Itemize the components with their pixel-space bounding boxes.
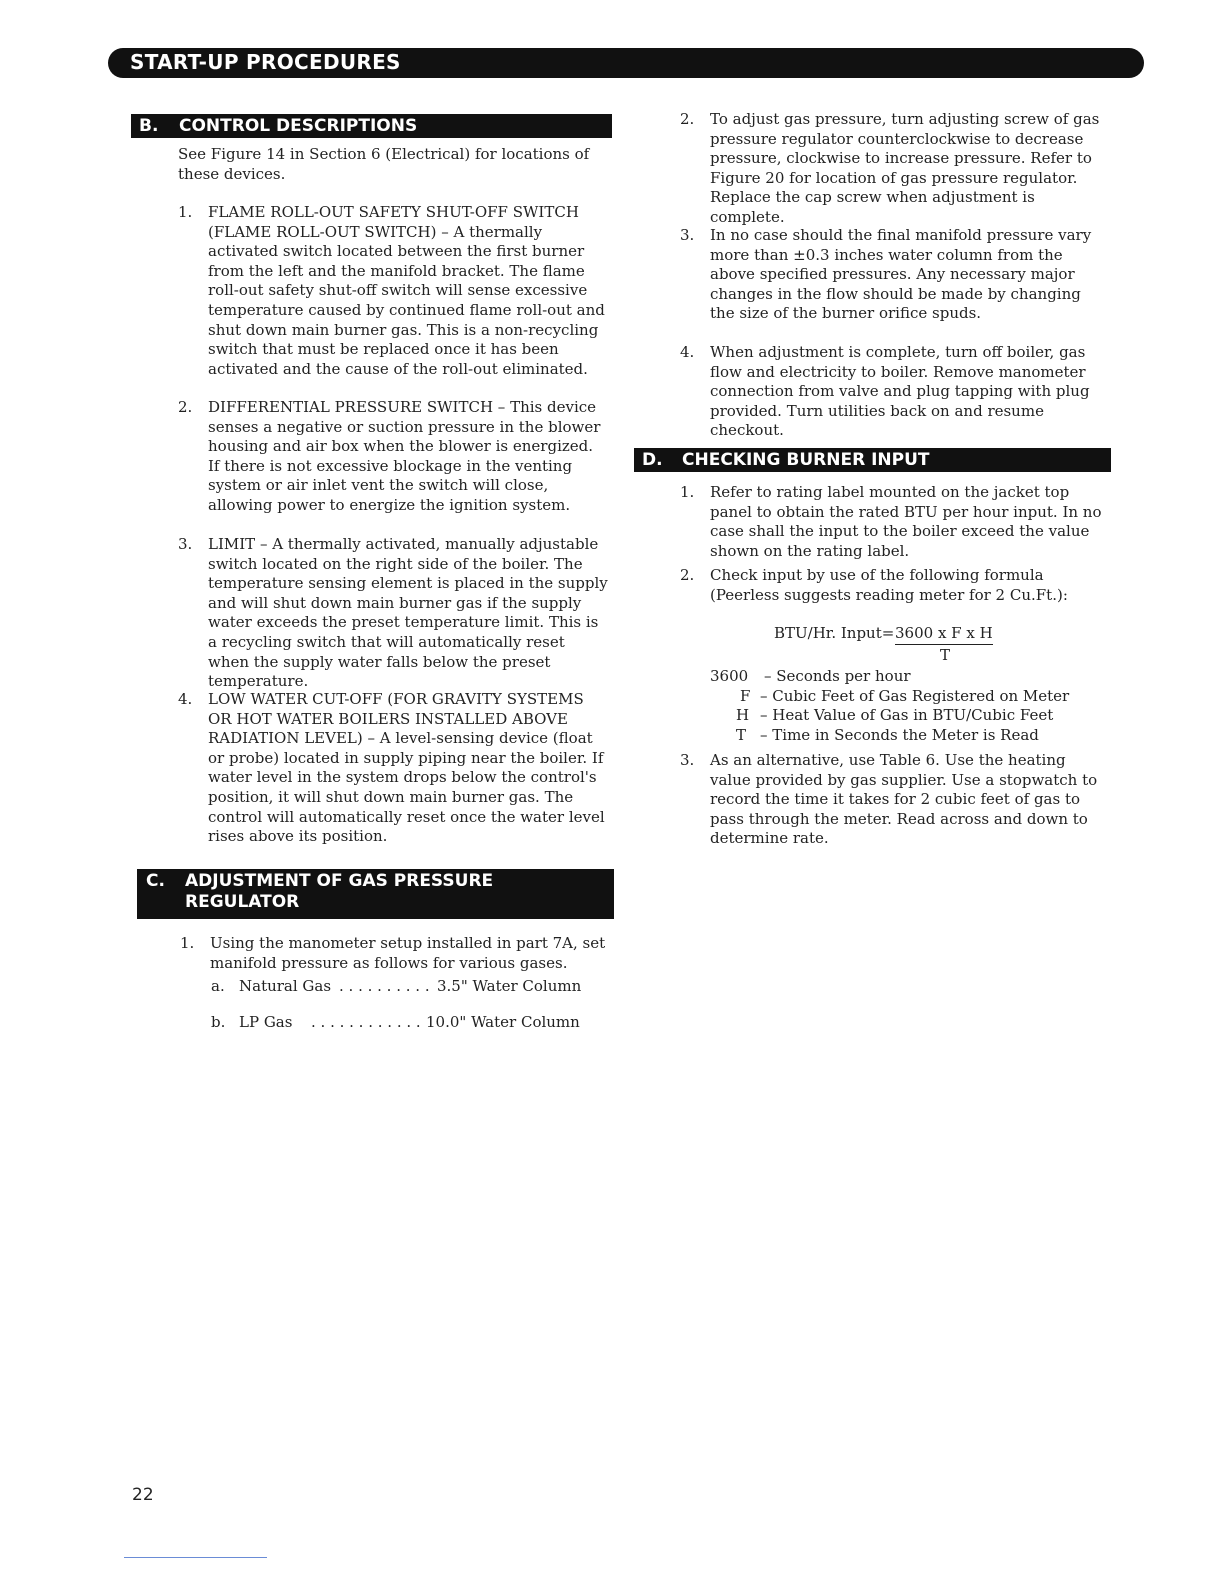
- item-number: 2.: [178, 398, 193, 416]
- footer-rule: [124, 1557, 267, 1558]
- item-number: 1.: [178, 203, 193, 221]
- gas-label: b.: [211, 1013, 226, 1031]
- section-d-title: CHECKING BURNER INPUT: [682, 450, 930, 470]
- item-text: Using the manometer setup installed in part 7A, set manifold pressure as follows for various gases.: [210, 934, 606, 972]
- section-d-letter: D.: [642, 450, 663, 470]
- section-c-title-line2: REGULATOR: [185, 892, 300, 912]
- section-c-letter: C.: [146, 871, 165, 891]
- banner-title: START-UP PROCEDURES: [130, 50, 401, 74]
- item-text: LOW WATER CUT-OFF (FOR GRAVITY SYSTEMS OR HOT WATER BOILERS INSTALLED ABOVE RADIATION LEVEL) – A level-sensing device (float or probe) located in supply piping near the boiler. If water level in the system drops below the control's position, it will shut down main burner gas. The control will automatically reset once the water level rises above its position.: [208, 690, 605, 846]
- page-number: 22: [132, 1485, 154, 1505]
- legend-description: – Seconds per hour: [764, 667, 911, 685]
- item-text: Check input by use of the following formula (Peerless suggests reading meter for 2 Cu.Ft.):: [710, 566, 1068, 604]
- item-number: 4.: [178, 690, 193, 708]
- item-number: 3.: [680, 751, 695, 769]
- gas-dots: . . . . . . . . . . . .: [311, 1013, 421, 1031]
- legend-symbol: H: [736, 706, 750, 724]
- item-text: DIFFERENTIAL PRESSURE SWITCH – This device senses a negative or suction pressure in the blower housing and air box when the blower is energized. If there is not excessive blockage in the venting system or air inlet vent the switch will close, allowing power to energize the ignition system.: [208, 398, 601, 514]
- section-b-header: [131, 114, 612, 138]
- item-text: FLAME ROLL-OUT SAFETY SHUT-OFF SWITCH (FLAME ROLL-OUT SWITCH) – A thermally activated switch located between the first burner from the left and the manifold bracket. The flame roll-out safety shut-off switch will sense excessive temperature caused by continued flame roll-out and shut down main burner gas. This is a non-recycling switch that must be replaced once it has been activated and the cause of the roll-out eliminated.: [208, 203, 605, 378]
- section-b-intro: [178, 145, 608, 184]
- section-c-header: [137, 869, 614, 919]
- legend-description: – Time in Seconds the Meter is Read: [760, 726, 1039, 744]
- page-banner: [108, 48, 1144, 78]
- legend-description: – Cubic Feet of Gas Registered on Meter: [760, 687, 1070, 705]
- formula-denominator: T: [940, 646, 951, 664]
- item-text: Refer to rating label mounted on the jacket top panel to obtain the rated BTU per hour input. In no case shall the input to the boiler exceed the value shown on the rating label.: [710, 483, 1102, 560]
- item-number: 3.: [680, 226, 695, 244]
- formula-numerator: 3600 x F x H: [895, 624, 993, 645]
- item-text: LIMIT – A thermally activated, manually adjustable switch located on the right side of the boiler. The temperature sensing element is placed in the supply and will shut down main burner gas if the supply water exceeds the preset temperature limit. This is a recycling switch that will automatically reset when the supply water falls below the preset temperature.: [208, 535, 608, 691]
- item-number: 2.: [680, 110, 695, 128]
- legend-symbol: 3600: [710, 667, 749, 685]
- item-number: 4.: [680, 343, 695, 361]
- legend-symbol: F: [740, 687, 751, 705]
- gas-value: 3.5" Water Column: [437, 977, 582, 995]
- item-number: 1.: [680, 483, 695, 501]
- section-d-header: [634, 448, 1111, 472]
- section-b-title: CONTROL DESCRIPTIONS: [179, 116, 418, 136]
- gas-label: a.: [211, 977, 225, 995]
- gas-dots: . . . . . . . . . .: [339, 977, 430, 995]
- section-b-intro-text: See Figure 14 in Section 6 (Electrical) for locations of these devices.: [178, 145, 590, 183]
- formula-lhs: BTU/Hr. Input=: [774, 624, 895, 642]
- item-number: 3.: [178, 535, 193, 553]
- btu-formula: [774, 624, 1074, 664]
- item-text: As an alternative, use Table 6. Use the heating value provided by gas supplier. Use a stopwatch to record the time it takes for 2 cubic feet of gas to pass through the meter. Read across and down to determine rate.: [710, 751, 1098, 848]
- legend-description: – Heat Value of Gas in BTU/Cubic Feet: [760, 706, 1054, 724]
- section-b-letter: B.: [139, 116, 159, 136]
- gas-name: LP Gas: [239, 1013, 293, 1031]
- item-text: To adjust gas pressure, turn adjusting screw of gas pressure regulator counterclockwise to decrease pressure, clockwise to increase pressure. Refer to Figure 20 for location of gas pressure regulator. Replace the cap screw when adjustment is complete.: [710, 110, 1100, 226]
- item-number: 2.: [680, 566, 695, 584]
- item-number: 1.: [180, 934, 195, 952]
- legend-symbol: T: [736, 726, 747, 744]
- section-c-title-line1: ADJUSTMENT OF GAS PRESSURE: [185, 871, 494, 891]
- gas-value: 10.0" Water Column: [426, 1013, 580, 1031]
- item-text: When adjustment is complete, turn off boiler, gas flow and electricity to boiler. Remove manometer connection from valve and plug tapping with plug provided. Turn utilities back on and resume checkout.: [710, 343, 1090, 440]
- gas-name: Natural Gas: [239, 977, 332, 995]
- item-text: In no case should the final manifold pressure vary more than ±0.3 inches water column from the above specified pressures. Any necessary major changes in the flow should be made by changing the size of the burner orifice spuds.: [710, 226, 1092, 323]
